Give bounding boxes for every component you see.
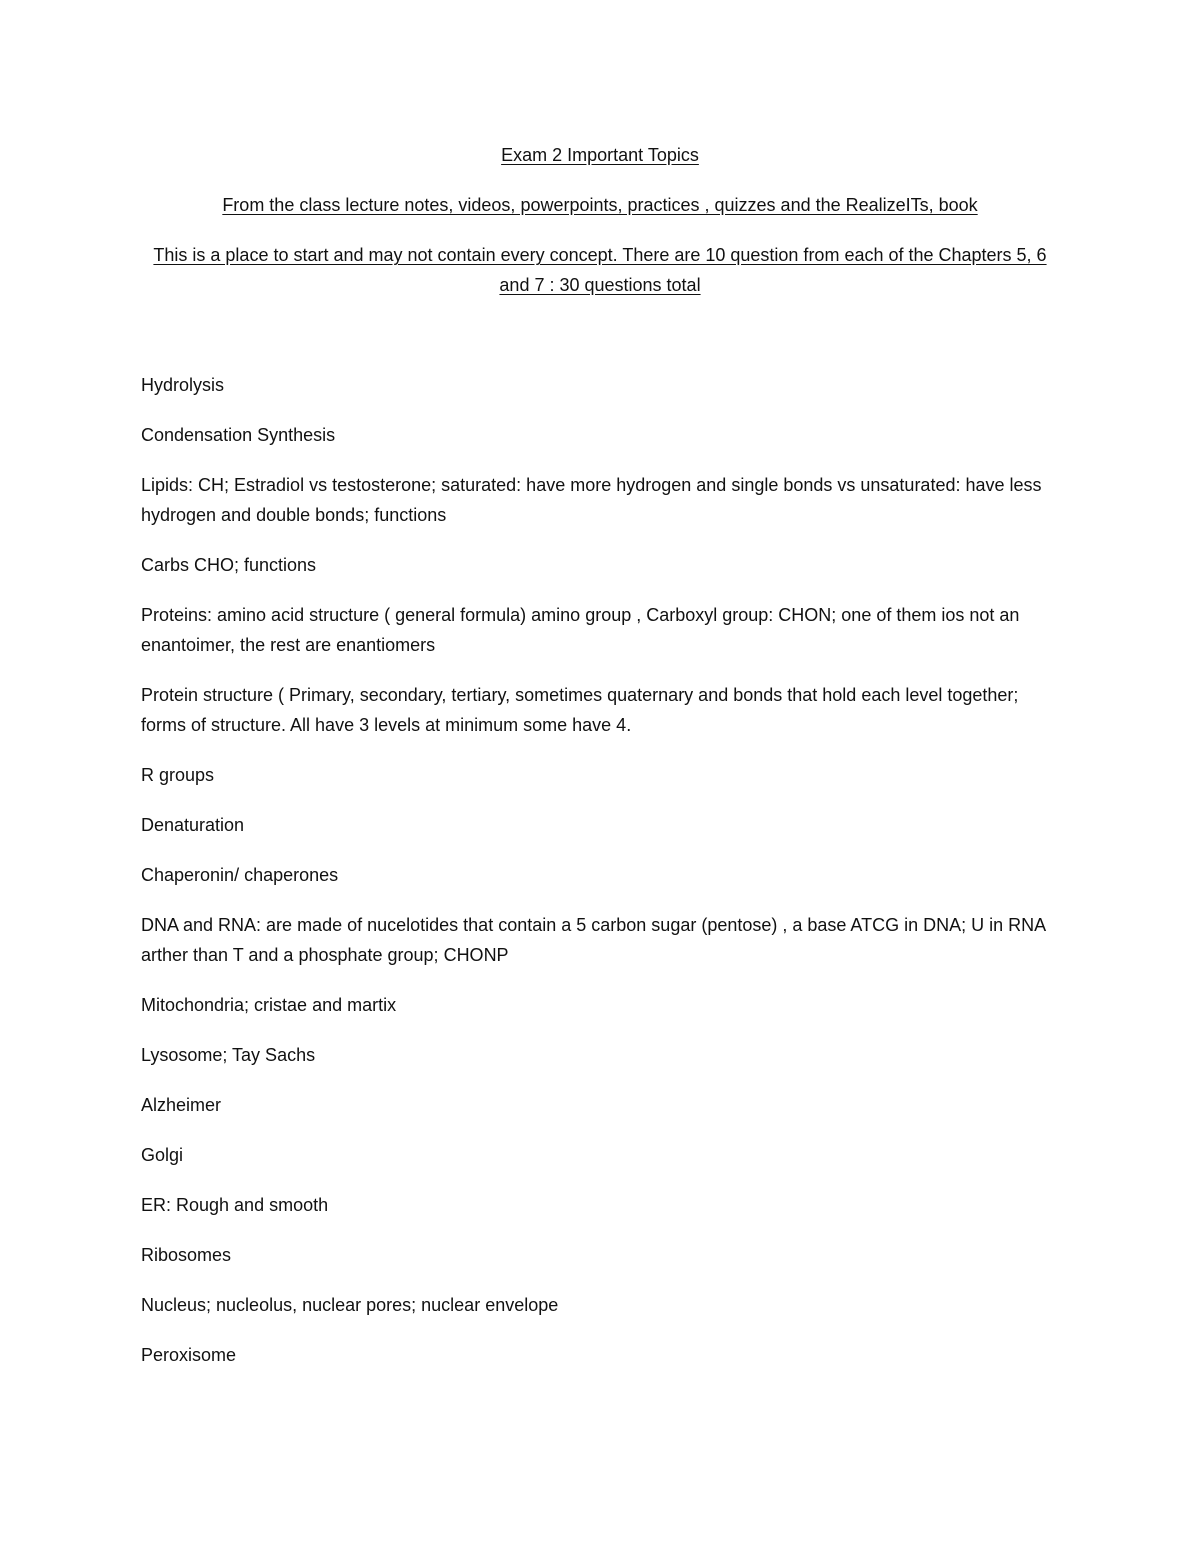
topic-item: Hydrolysis [141, 375, 225, 395]
topic-item: Mitochondria; cristae and martix [141, 995, 397, 1015]
topic-item: Proteins: amino acid structure ( general formula) amino group , Carboxyl group: CHON; one of them ios not an enantoimer, the rest are enantiomers [141, 605, 1020, 655]
topic-item: Chaperonin/ chaperones [141, 865, 339, 885]
topic-item: Lipids: CH; Estradiol vs testosterone; saturated: have more hydrogen and single bonds vs unsaturated: have less hydrogen and double bonds; functions [141, 475, 1042, 525]
scope-note: This is a place to start and may not contain every concept. There are 10 question from each of the Chapters 5, 6 and 7 : 30 questions total [153, 245, 1047, 295]
topic-item: Ribosomes [141, 1245, 232, 1265]
topic-item: Denaturation [141, 815, 245, 835]
topic-item: Golgi [141, 1145, 184, 1165]
topic-item: Peroxisome [141, 1345, 237, 1365]
topic-list [141, 370, 1061, 1390]
topic-item: Nucleus; nucleolus, nuclear pores; nuclear envelope [141, 1295, 559, 1315]
topic-item: R groups [141, 765, 215, 785]
topic-item: DNA and RNA: are made of nucelotides that contain a 5 carbon sugar (pentose) , a base ATCG in DNA; U in RNA arther than T and a phosphate group; CHONP [141, 915, 1046, 965]
document-header [140, 140, 1060, 320]
topic-item: Lysosome; Tay Sachs [141, 1045, 316, 1065]
topic-item: Alzheimer [141, 1095, 222, 1115]
topic-item: Condensation Synthesis [141, 425, 336, 445]
topic-item: Carbs CHO; functions [141, 555, 317, 575]
document-title: Exam 2 Important Topics [501, 145, 699, 165]
topic-item: Protein structure ( Primary, secondary, tertiary, sometimes quaternary and bonds that hold each level together; forms of structure. All have 3 levels at minimum some have 4. [141, 685, 1019, 735]
topic-item: ER: Rough and smooth [141, 1195, 329, 1215]
sources-line: From the class lecture notes, videos, powerpoints, practices , quizzes and the RealizeITs, book [222, 195, 978, 215]
